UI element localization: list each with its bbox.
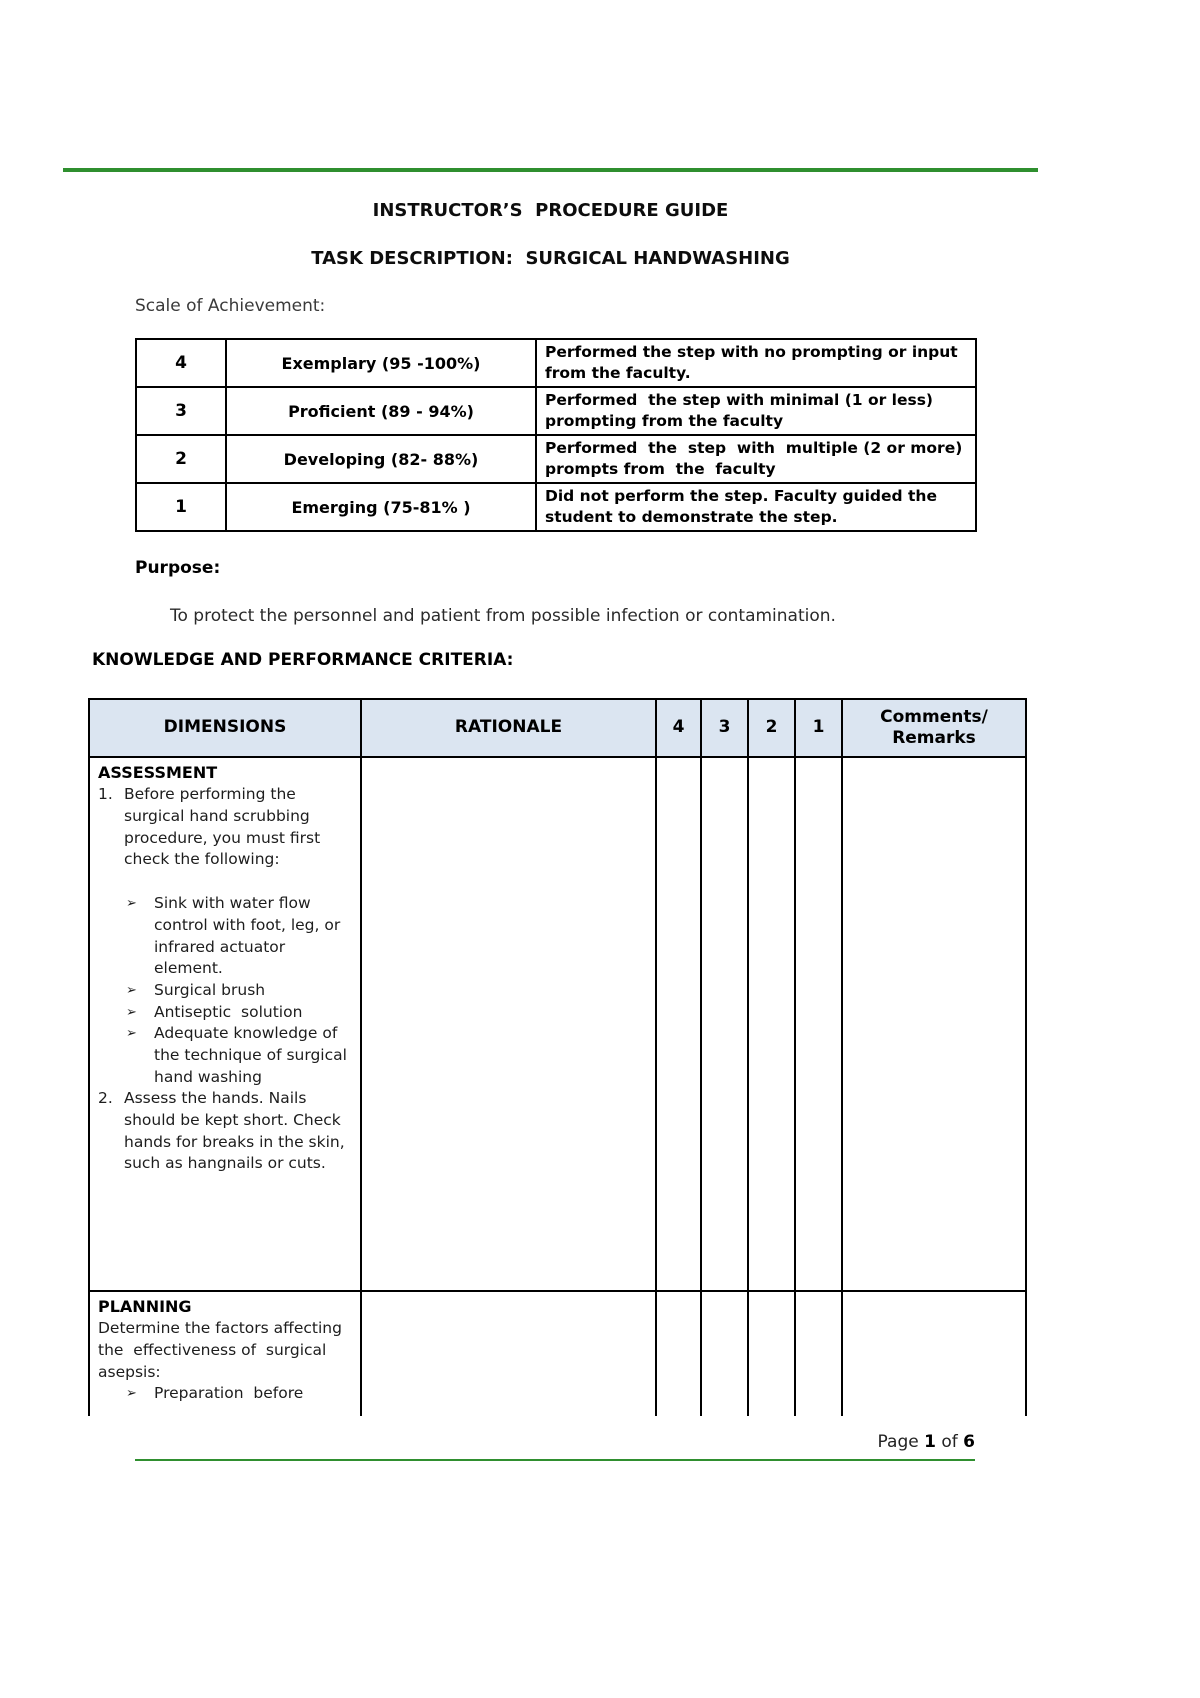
footer-border-rule bbox=[135, 1459, 975, 1461]
scale-score: 1 bbox=[136, 483, 226, 531]
dimensions-cell bbox=[89, 757, 361, 1291]
scale-level-description: Performed the step with minimal (1 or less) prompting from the faculty bbox=[536, 387, 976, 435]
arrow-bullet-icon: ➢ bbox=[126, 982, 137, 998]
header-score-2: 2 bbox=[748, 699, 795, 757]
section-heading: ASSESSMENT bbox=[98, 763, 218, 782]
bullet-item bbox=[126, 1002, 352, 1024]
numbered-item bbox=[98, 1088, 352, 1175]
bullet-item bbox=[126, 1383, 352, 1405]
spacer bbox=[98, 871, 352, 893]
document-title: INSTRUCTOR’S PROCEDURE GUIDE bbox=[372, 200, 729, 221]
header-comments: Comments/ Remarks bbox=[842, 699, 1026, 757]
arrow-bullet-icon: ➢ bbox=[126, 1386, 137, 1402]
scale-level-label: Developing (82- 88%) bbox=[226, 435, 536, 483]
scale-level-label: Proficient (89 - 94%) bbox=[226, 387, 536, 435]
numbered-item bbox=[98, 784, 352, 871]
header-score-4: 4 bbox=[656, 699, 701, 757]
arrow-bullet-icon: ➢ bbox=[126, 1004, 137, 1020]
score-1-cell bbox=[795, 757, 842, 1291]
scale-level-description: Did not perform the step. Faculty guided the student to demonstrate the step. bbox=[536, 483, 976, 531]
header-score-1: 1 bbox=[795, 699, 842, 757]
scale-level-label: Exemplary (95 -100%) bbox=[226, 339, 536, 387]
scale-row-developing bbox=[136, 435, 976, 483]
bullet-text: Adequate knowledge of the technique of surgical hand washing bbox=[154, 1024, 357, 1086]
header-dimensions: DIMENSIONS bbox=[89, 699, 361, 757]
task-description-title: TASK DESCRIPTION: SURGICAL HANDWASHING bbox=[311, 248, 790, 269]
bullet-item bbox=[126, 893, 352, 980]
score-2-cell bbox=[748, 1291, 795, 1416]
criteria-header-row bbox=[89, 699, 1026, 757]
arrow-bullet-icon: ➢ bbox=[126, 1026, 137, 1042]
item-number: 1. bbox=[98, 785, 113, 804]
bullet-item bbox=[126, 1023, 357, 1088]
footer-page-word: Page bbox=[877, 1432, 919, 1452]
score-4-cell bbox=[656, 1291, 701, 1416]
scale-row-emerging bbox=[136, 483, 976, 531]
criteria-section-heading: KNOWLEDGE AND PERFORMANCE CRITERIA: bbox=[92, 650, 514, 670]
comments-cell bbox=[842, 757, 1026, 1291]
bullet-text: Surgical brush bbox=[154, 980, 266, 999]
purpose-label: Purpose: bbox=[135, 558, 221, 578]
bullet-item bbox=[126, 980, 352, 1002]
scale-level-description: Performed the step with multiple (2 or more) prompts from the faculty bbox=[536, 435, 976, 483]
score-1-cell bbox=[795, 1291, 842, 1416]
item-text: Assess the hands. Nails should be kept short. Check hands for breaks in the skin, such as hangnails or cuts. bbox=[124, 1089, 350, 1173]
section-heading: PLANNING bbox=[98, 1297, 192, 1316]
score-3-cell bbox=[701, 1291, 748, 1416]
scale-score: 3 bbox=[136, 387, 226, 435]
bullet-text: Antiseptic solution bbox=[154, 1002, 303, 1021]
score-3-cell bbox=[701, 757, 748, 1291]
footer-total-pages: 6 bbox=[963, 1432, 975, 1452]
bullet-text: Sink with water flow control with foot, leg, or infrared actuator element. bbox=[154, 894, 346, 978]
arrow-bullet-icon: ➢ bbox=[126, 896, 137, 912]
purpose-text: To protect the personnel and patient from possible infection or contamination. bbox=[170, 606, 836, 626]
scale-level-label: Emerging (75-81% ) bbox=[226, 483, 536, 531]
footer-page-number: 1 bbox=[924, 1432, 936, 1452]
bullet-text: Preparation before bbox=[154, 1384, 304, 1403]
item-text: Before performing the surgical hand scrubbing procedure, you must first check the following: bbox=[124, 785, 326, 869]
rationale-cell bbox=[361, 1291, 656, 1416]
score-4-cell bbox=[656, 757, 701, 1291]
footer-of-word: of bbox=[941, 1432, 958, 1452]
score-2-cell bbox=[748, 757, 795, 1291]
scale-of-achievement-table bbox=[135, 338, 977, 532]
scale-score: 4 bbox=[136, 339, 226, 387]
header-rationale: RATIONALE bbox=[361, 699, 656, 757]
comments-cell bbox=[842, 1291, 1026, 1416]
scale-level-description: Performed the step with no prompting or input from the faculty. bbox=[536, 339, 976, 387]
scale-score: 2 bbox=[136, 435, 226, 483]
scale-of-achievement-label: Scale of Achievement: bbox=[135, 296, 326, 316]
dimensions-cell bbox=[89, 1291, 361, 1416]
top-border-rule bbox=[63, 168, 1038, 172]
rationale-cell bbox=[361, 757, 656, 1291]
header-score-3: 3 bbox=[701, 699, 748, 757]
intro-text: Determine the factors affecting the effectiveness of surgical asepsis: bbox=[98, 1319, 347, 1381]
criteria-table bbox=[88, 698, 1027, 1416]
criteria-row-assessment bbox=[89, 757, 1026, 1291]
criteria-row-planning bbox=[89, 1291, 1026, 1416]
item-number: 2. bbox=[98, 1089, 113, 1108]
scale-row-proficient bbox=[136, 387, 976, 435]
scale-row-exemplary bbox=[136, 339, 976, 387]
page-footer bbox=[63, 1432, 975, 1452]
